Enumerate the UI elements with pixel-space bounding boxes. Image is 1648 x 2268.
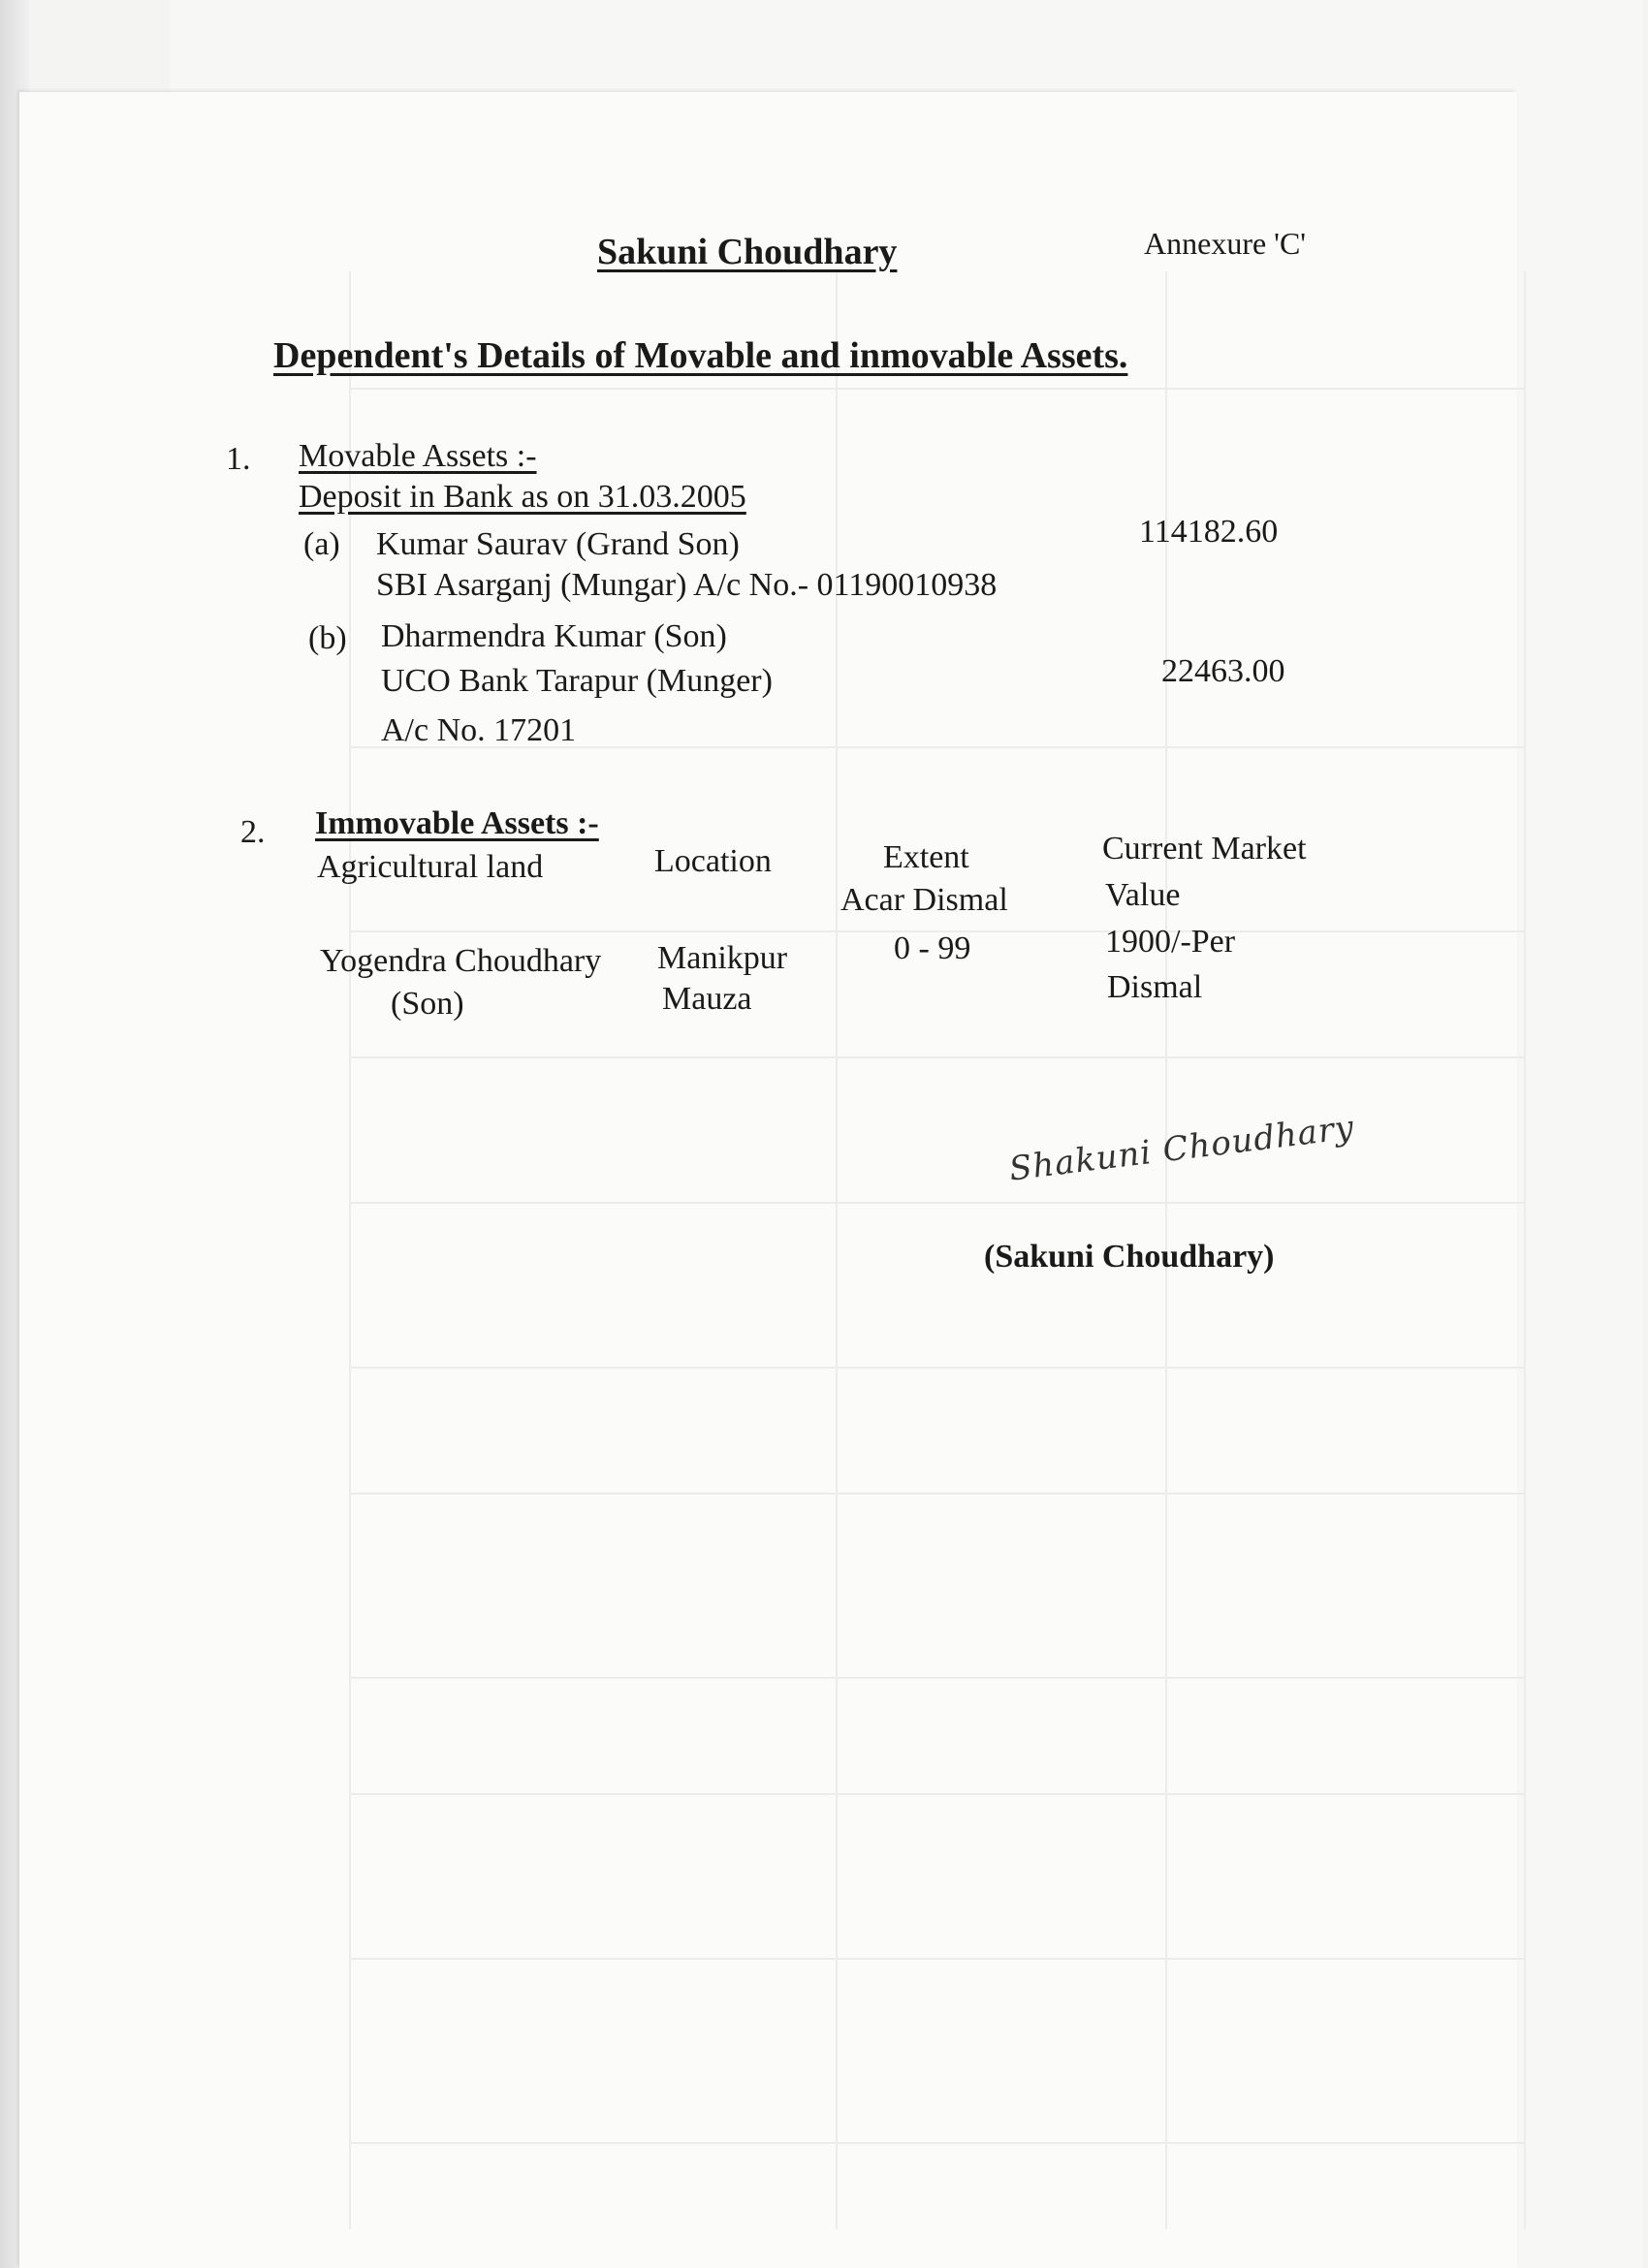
section-2-number: 2. [240, 814, 266, 850]
annexure-label: Annexure 'C' [1144, 226, 1307, 261]
deposit-subheading: Deposit in Bank as on 31.03.2005 [299, 479, 746, 515]
document-title: Dependent's Details of Movable and inmovable Assets. [273, 335, 1128, 376]
item-a-marker: (a) [303, 526, 340, 562]
land-location-line2: Mauza [662, 981, 752, 1017]
item-a-amount: 114182.60 [1139, 514, 1279, 550]
land-value: 1900/-Per [1105, 924, 1236, 960]
col-extent-unit: Acar Dismal [840, 882, 1008, 918]
land-location: Manikpur [657, 940, 788, 976]
item-b-bank: UCO Bank Tarapur (Munger) [381, 663, 773, 699]
immovable-assets-heading: Immovable Assets :- [315, 805, 599, 841]
handwritten-signature: Shakuni Choudhary [1006, 1108, 1357, 1189]
item-b-amount: 22463.00 [1161, 653, 1285, 689]
land-extent: 0 - 99 [894, 930, 971, 966]
movable-assets-heading: Movable Assets :- [299, 438, 537, 474]
item-a-holder: Kumar Saurav (Grand Son) [376, 526, 740, 562]
col-extent: Extent [883, 839, 969, 875]
person-name: Sakuni Choudhary [597, 232, 898, 272]
land-owner-relation: (Son) [391, 986, 464, 1022]
col-agricultural-land: Agricultural land [317, 849, 544, 885]
land-value-line2: Dismal [1107, 969, 1203, 1005]
bleed-through-table [349, 271, 1526, 2229]
item-a-account: SBI Asarganj (Mungar) A/c No.- 01190010938 [376, 567, 998, 603]
item-b-holder: Dharmendra Kumar (Son) [381, 618, 727, 654]
land-owner: Yogendra Choudhary [320, 943, 602, 979]
printed-signatory-name: (Sakuni Choudhary) [984, 1239, 1275, 1275]
section-1-number: 1. [226, 441, 251, 477]
item-b-marker: (b) [308, 620, 347, 656]
col-location: Location [654, 843, 772, 879]
col-market-value: Current Market [1102, 831, 1307, 866]
col-market-value-line2: Value [1105, 877, 1181, 913]
item-b-account: A/c No. 17201 [381, 712, 577, 748]
